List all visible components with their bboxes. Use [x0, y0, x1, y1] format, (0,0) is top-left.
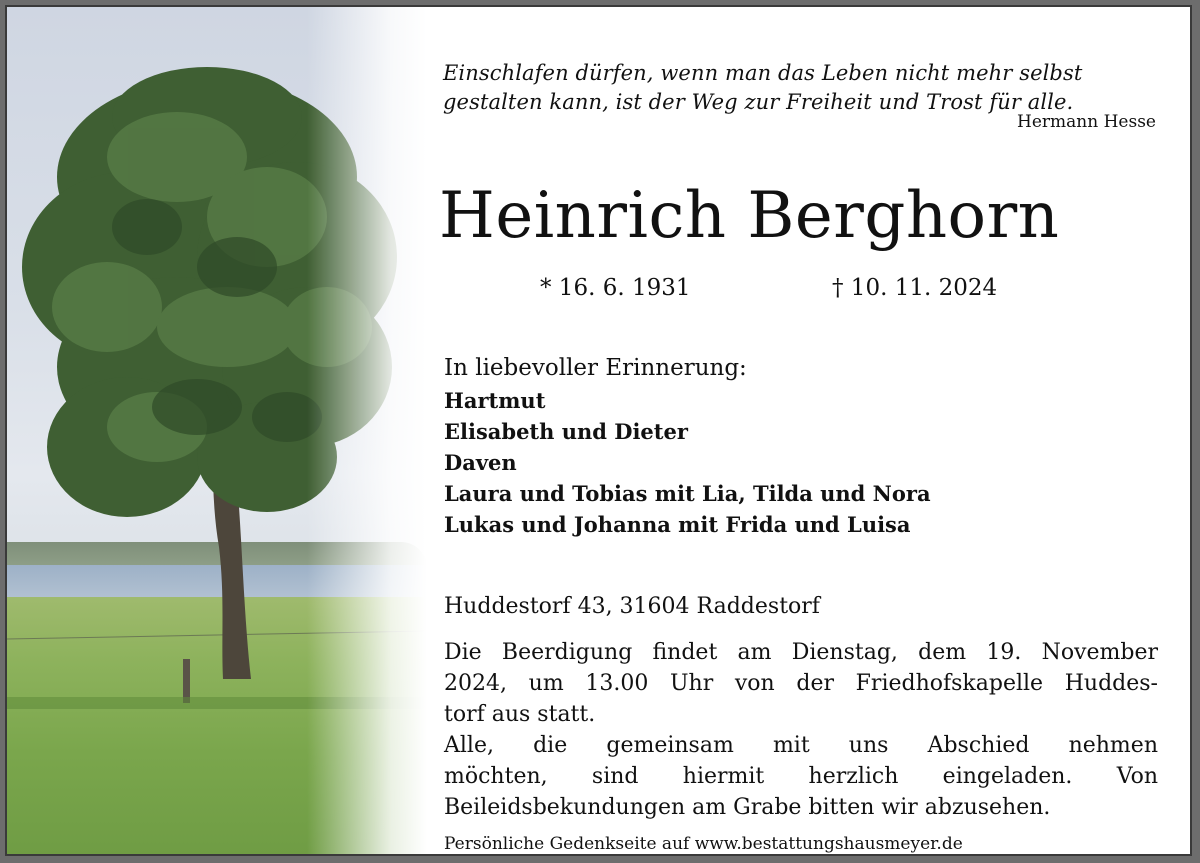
death-date: † 10. 11. 2024 [832, 275, 998, 301]
mourners-list [444, 385, 931, 540]
address: Huddestorf 43, 31604 Raddestorf [444, 594, 820, 619]
funeral-line: möchten, sind hiermit herzlich eingeladen. Von [444, 764, 1158, 789]
memorial-page-note: Persönliche Gedenkseite auf www.bestattungshausmeyer.de [444, 834, 963, 854]
quote-author: Hermann Hesse [1017, 112, 1156, 132]
obituary-card [5, 5, 1192, 856]
mourner: Lukas und Johanna mit Frida und Luisa [444, 512, 911, 537]
funeral-line: 2024, um 13.00 Uhr von der Friedhofskapelle Huddes- [444, 671, 1158, 696]
mourner: Hartmut [444, 388, 546, 413]
quote-line-1: Einschlafen dürfen, wenn man das Leben nicht mehr selbst [443, 61, 1083, 85]
quote-line-2: gestalten kann, ist der Weg zur Freiheit und Trost für alle. [443, 90, 1074, 114]
funeral-notice [444, 637, 1158, 823]
funeral-line: torf aus statt. [444, 702, 596, 727]
mourner: Elisabeth und Dieter [444, 419, 688, 444]
mourner: Daven [444, 450, 517, 475]
birth-date: * 16. 6. 1931 [540, 275, 691, 301]
remembrance-intro: In liebevoller Erinnerung: [444, 355, 747, 381]
tree-landscape-photo [7, 7, 427, 856]
funeral-line: Alle, die gemeinsam mit uns Abschied nehmen [444, 733, 1158, 758]
funeral-line: Die Beerdigung findet am Dienstag, dem 19. November [444, 640, 1158, 665]
funeral-line: Beileidsbekundungen am Grabe bitten wir abzusehen. [444, 795, 1051, 820]
mourner: Laura und Tobias mit Lia, Tilda und Nora [444, 481, 931, 506]
photo-edge-fade [307, 7, 427, 856]
deceased-name: Heinrich Berghorn [439, 179, 1060, 253]
quote [443, 59, 1082, 117]
